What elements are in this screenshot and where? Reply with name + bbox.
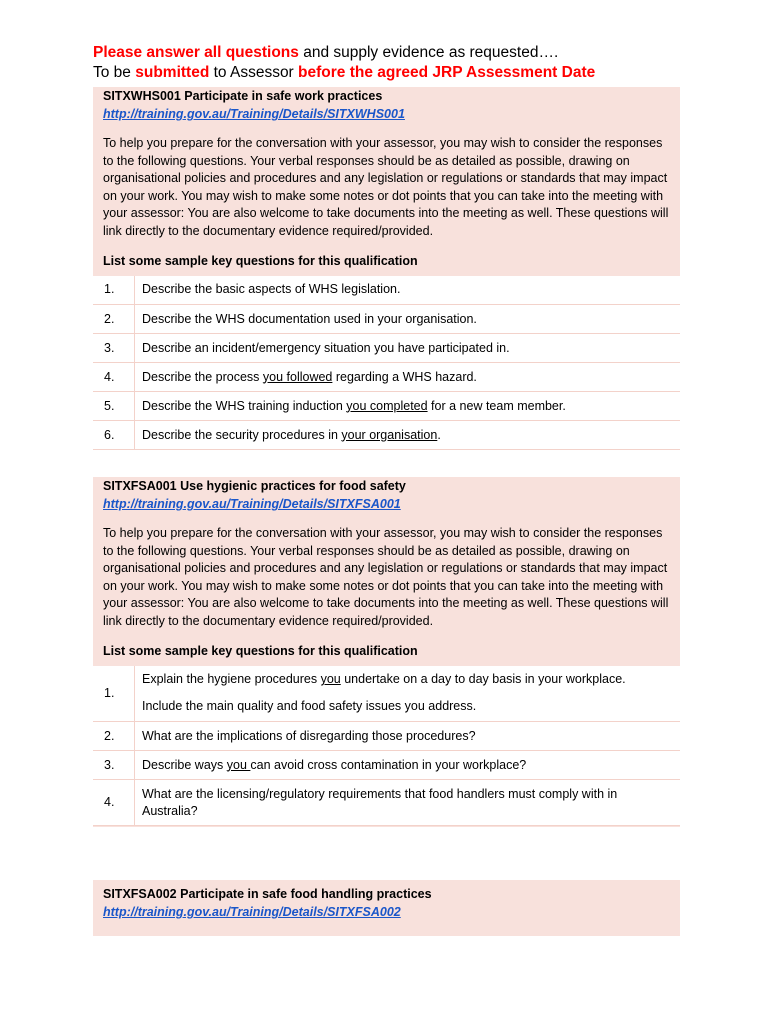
unit-link[interactable]: http://training.gov.au/Training/Details/SITXWHS001 [103, 107, 405, 121]
question-row: 4. Describe the process you followed regarding a WHS hazard. [93, 363, 680, 392]
unit-title: SITXFSA002 Participate in safe food handling practices [103, 887, 432, 901]
questions-table [93, 276, 680, 451]
instructions-line-2: To be submitted to Assessor before the agreed JRP Assessment Date [93, 64, 596, 81]
unit-link[interactable]: http://training.gov.au/Training/Details/SITXFSA002 [103, 905, 401, 919]
question-row: 3. Describe an incident/emergency situation you have participated in. [93, 334, 680, 363]
unit-title: SITXFSA001 Use hygienic practices for food safety [103, 479, 406, 493]
instructions-line-1: Please answer all questions and supply evidence as requested…. [93, 44, 559, 61]
question-row: 4. What are the licensing/regulatory requirements that food handlers must comply with in Australia? [93, 780, 680, 826]
list-heading: List some sample key questions for this qualification [103, 643, 418, 658]
questions-table [93, 666, 680, 827]
unit-block-sitxfsa002 [93, 880, 680, 936]
question-row: 2. What are the implications of disregarding those procedures? [93, 722, 680, 751]
unit-title: SITXWHS001 Participate in safe work practices [103, 89, 383, 103]
unit-block-sitxfsa001 [93, 477, 680, 827]
list-heading: List some sample key questions for this qualification [103, 253, 418, 268]
question-row: 2. Describe the WHS documentation used in your organisation. [93, 305, 680, 334]
question-row: 6. Describe the security procedures in your organisation. [93, 421, 680, 450]
question-row: 1. Explain the hygiene procedures you undertake on a day to day basis in your workplace. Include the main quality and food safety issues you address. [93, 666, 680, 722]
unit-block-sitxwhs001 [93, 87, 680, 450]
unit-intro: To help you prepare for the conversation with your assessor, you may wish to consider the responses to the following questions. Your verbal responses should be as detailed as possible, drawing on organisational policies and procedures and any legislation or regulations or standards that may impact on your work. You may wish to make some notes or dot points that you can take into the meeting with your assessor: You are also welcome to take documents into the meeting as well. These questions will link directly to the documentary evidence required/provided. [103, 526, 669, 628]
instructions-header [93, 43, 693, 83]
question-row: 5. Describe the WHS training induction you completed for a new team member. [93, 392, 680, 421]
question-row: 3. Describe ways you can avoid cross contamination in your workplace? [93, 751, 680, 780]
question-row: 1. Describe the basic aspects of WHS legislation. [93, 276, 680, 305]
unit-intro: To help you prepare for the conversation with your assessor, you may wish to consider the responses to the following questions. Your verbal responses should be as detailed as possible, drawing on organisational policies and procedures and any legislation or regulations or standards that may impact on your work. You may wish to make some notes or dot points that you can take into the meeting with your assessor: You are also welcome to take documents into the meeting as well. These questions will link directly to the documentary evidence required/provided. [103, 136, 669, 238]
unit-link[interactable]: http://training.gov.au/Training/Details/SITXFSA001 [103, 497, 401, 511]
